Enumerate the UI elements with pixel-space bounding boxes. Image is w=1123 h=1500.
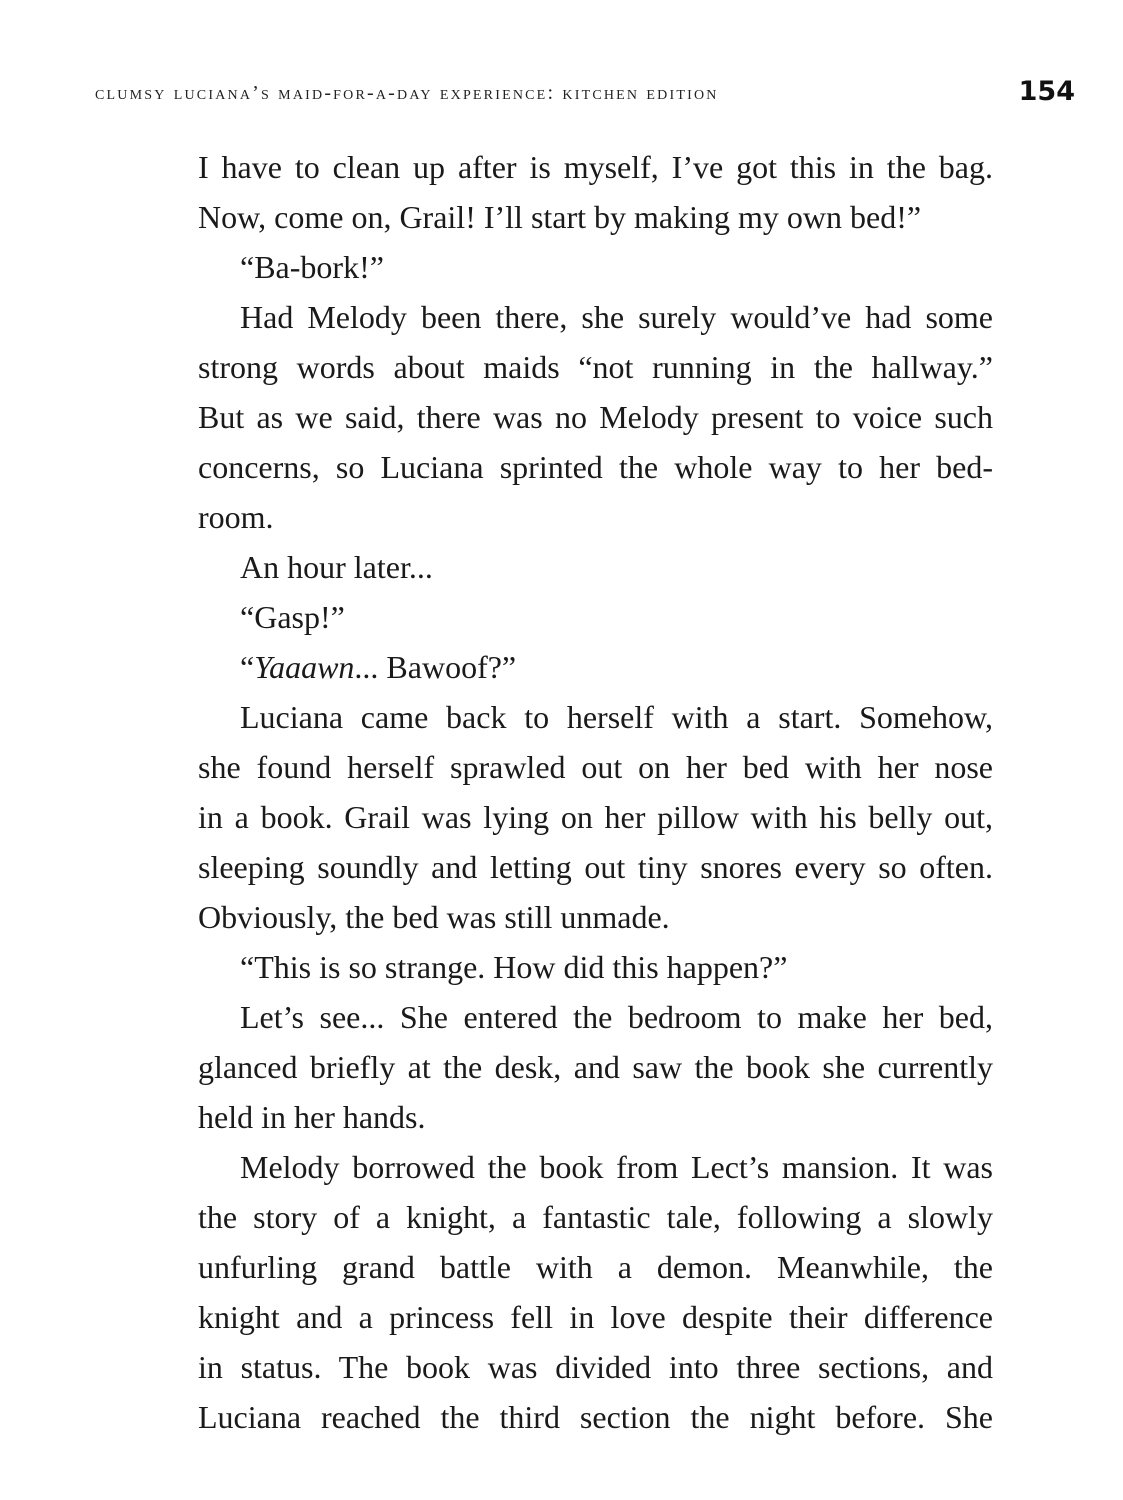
page-number: 154 xyxy=(1018,76,1075,107)
text-line: An hour later... xyxy=(240,549,433,585)
text-line: Let’s see... She entered the bedroom to make her bed, xyxy=(240,999,993,1035)
text-line: “Ba-bork!” xyxy=(240,249,384,285)
text-line: she found herself sprawled out on her bed with her nose xyxy=(198,749,993,785)
text-line: knight and a princess fell in love despite their difference xyxy=(198,1299,993,1335)
line-rest: ... Bawoof?” xyxy=(354,649,517,685)
text-line: I have to clean up after is myself, I’ve got this in the bag. xyxy=(198,149,993,185)
text-line: in a book. Grail was lying on her pillow with his belly out, xyxy=(198,799,993,835)
running-title: clumsy luciana’s maid-for-a-day experience: kitchen edition xyxy=(95,82,719,104)
text-line: the story of a knight, a fantastic tale, following a slowly xyxy=(198,1199,993,1235)
text-line xyxy=(198,642,993,692)
italic-word: Yaaawn xyxy=(254,649,355,685)
text-line: unfurling grand battle with a demon. Meanwhile, the xyxy=(198,1249,993,1285)
text-line: sleeping soundly and letting out tiny snores every so often. xyxy=(198,849,993,885)
text-line: Melody borrowed the book from Lect’s mansion. It was xyxy=(240,1149,993,1185)
text-line: Now, come on, Grail! I’ll start by making my own bed!” xyxy=(198,199,922,235)
body-text xyxy=(198,142,993,1442)
text-line: “This is so strange. How did this happen?” xyxy=(240,949,788,985)
running-header xyxy=(95,76,1075,110)
text-line: “Gasp!” xyxy=(240,599,345,635)
text-line: strong words about maids “not running in the hallway.” xyxy=(198,349,993,385)
line-prefix: “ xyxy=(240,649,255,685)
text-line: room. xyxy=(198,499,274,535)
text-line: in status. The book was divided into three sections, and xyxy=(198,1349,993,1385)
text-line: Had Melody been there, she surely would’ve had some xyxy=(240,299,993,335)
text-line: Luciana came back to herself with a start. Somehow, xyxy=(240,699,993,735)
text-line: Obviously, the bed was still unmade. xyxy=(198,899,670,935)
text-line: Luciana reached the third section the night before. She xyxy=(198,1399,993,1435)
text-line: held in her hands. xyxy=(198,1099,426,1135)
text-line: concerns, so Luciana sprinted the whole way to her bed- xyxy=(198,449,993,485)
text-line: glanced briefly at the desk, and saw the book she currently xyxy=(198,1049,993,1085)
text-line: But as we said, there was no Melody present to voice such xyxy=(198,399,993,435)
